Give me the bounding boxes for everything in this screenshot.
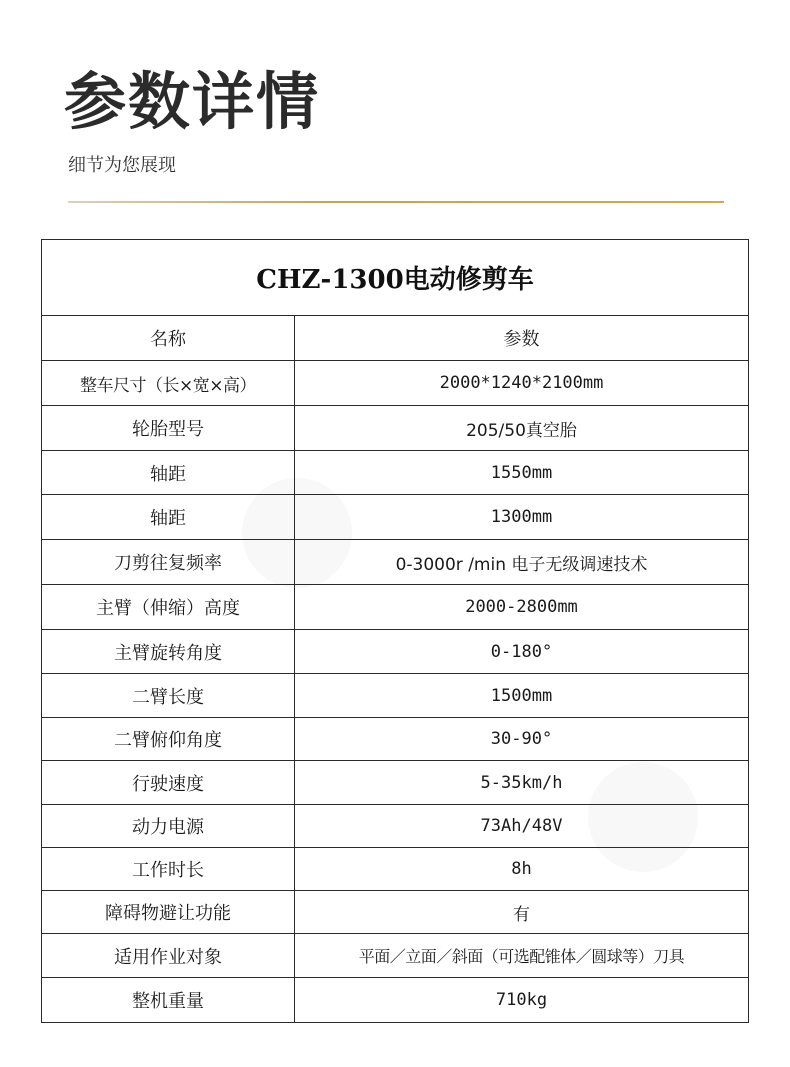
page-subtitle: 细节为您展现	[68, 155, 176, 176]
table-row	[42, 761, 749, 805]
table-row	[42, 934, 749, 978]
table-row	[42, 361, 749, 406]
row-value: 205/50真空胎	[295, 406, 749, 451]
column-header-value: 参数	[295, 316, 749, 361]
row-name: 动力电源	[42, 805, 295, 848]
row-name: 二臂长度	[42, 674, 295, 718]
row-name: 轴距	[42, 495, 295, 540]
table-row	[42, 718, 749, 761]
row-value: 710kg	[295, 978, 749, 1023]
row-name: 主臂旋转角度	[42, 630, 295, 674]
row-value: 平面／立面／斜面（可选配锥体／圆球等）刀具	[295, 934, 749, 978]
table-row	[42, 585, 749, 630]
table-title: CHZ-1300电动修剪车	[42, 240, 749, 316]
row-value: 1300mm	[295, 495, 749, 540]
spec-table	[41, 239, 749, 1023]
row-value: 1550mm	[295, 451, 749, 495]
table-title-row	[42, 240, 749, 316]
table-row	[42, 451, 749, 495]
row-value: 0-180°	[295, 630, 749, 674]
row-name: 二臂俯仰角度	[42, 718, 295, 761]
table-row	[42, 978, 749, 1023]
row-value: 8h	[295, 848, 749, 891]
table-row	[42, 674, 749, 718]
row-name: 整车尺寸（长×宽×高）	[42, 361, 295, 406]
row-name: 整机重量	[42, 978, 295, 1023]
row-value: 2000-2800mm	[295, 585, 749, 630]
column-header-name: 名称	[42, 316, 295, 361]
header-divider	[68, 201, 724, 203]
row-name: 主臂（伸缩）高度	[42, 585, 295, 630]
row-name: 刀剪往复频率	[42, 540, 295, 585]
row-value: 2000*1240*2100mm	[295, 361, 749, 406]
row-value: 5-35km/h	[295, 761, 749, 805]
row-value: 0-3000r /min 电子无级调速技术	[295, 540, 749, 585]
row-name: 工作时长	[42, 848, 295, 891]
table-row	[42, 406, 749, 451]
row-value: 73Ah/48V	[295, 805, 749, 848]
row-name: 行驶速度	[42, 761, 295, 805]
table-row	[42, 805, 749, 848]
table-header-row	[42, 316, 749, 361]
table-row	[42, 495, 749, 540]
row-value: 1500mm	[295, 674, 749, 718]
row-name: 轴距	[42, 451, 295, 495]
table-row	[42, 540, 749, 585]
row-name: 适用作业对象	[42, 934, 295, 978]
table-row	[42, 848, 749, 891]
table-row	[42, 630, 749, 674]
row-name: 障碍物避让功能	[42, 891, 295, 934]
row-name: 轮胎型号	[42, 406, 295, 451]
page-title: 参数详情	[64, 65, 321, 138]
table-row	[42, 891, 749, 934]
row-value: 30-90°	[295, 718, 749, 761]
row-value: 有	[295, 891, 749, 934]
